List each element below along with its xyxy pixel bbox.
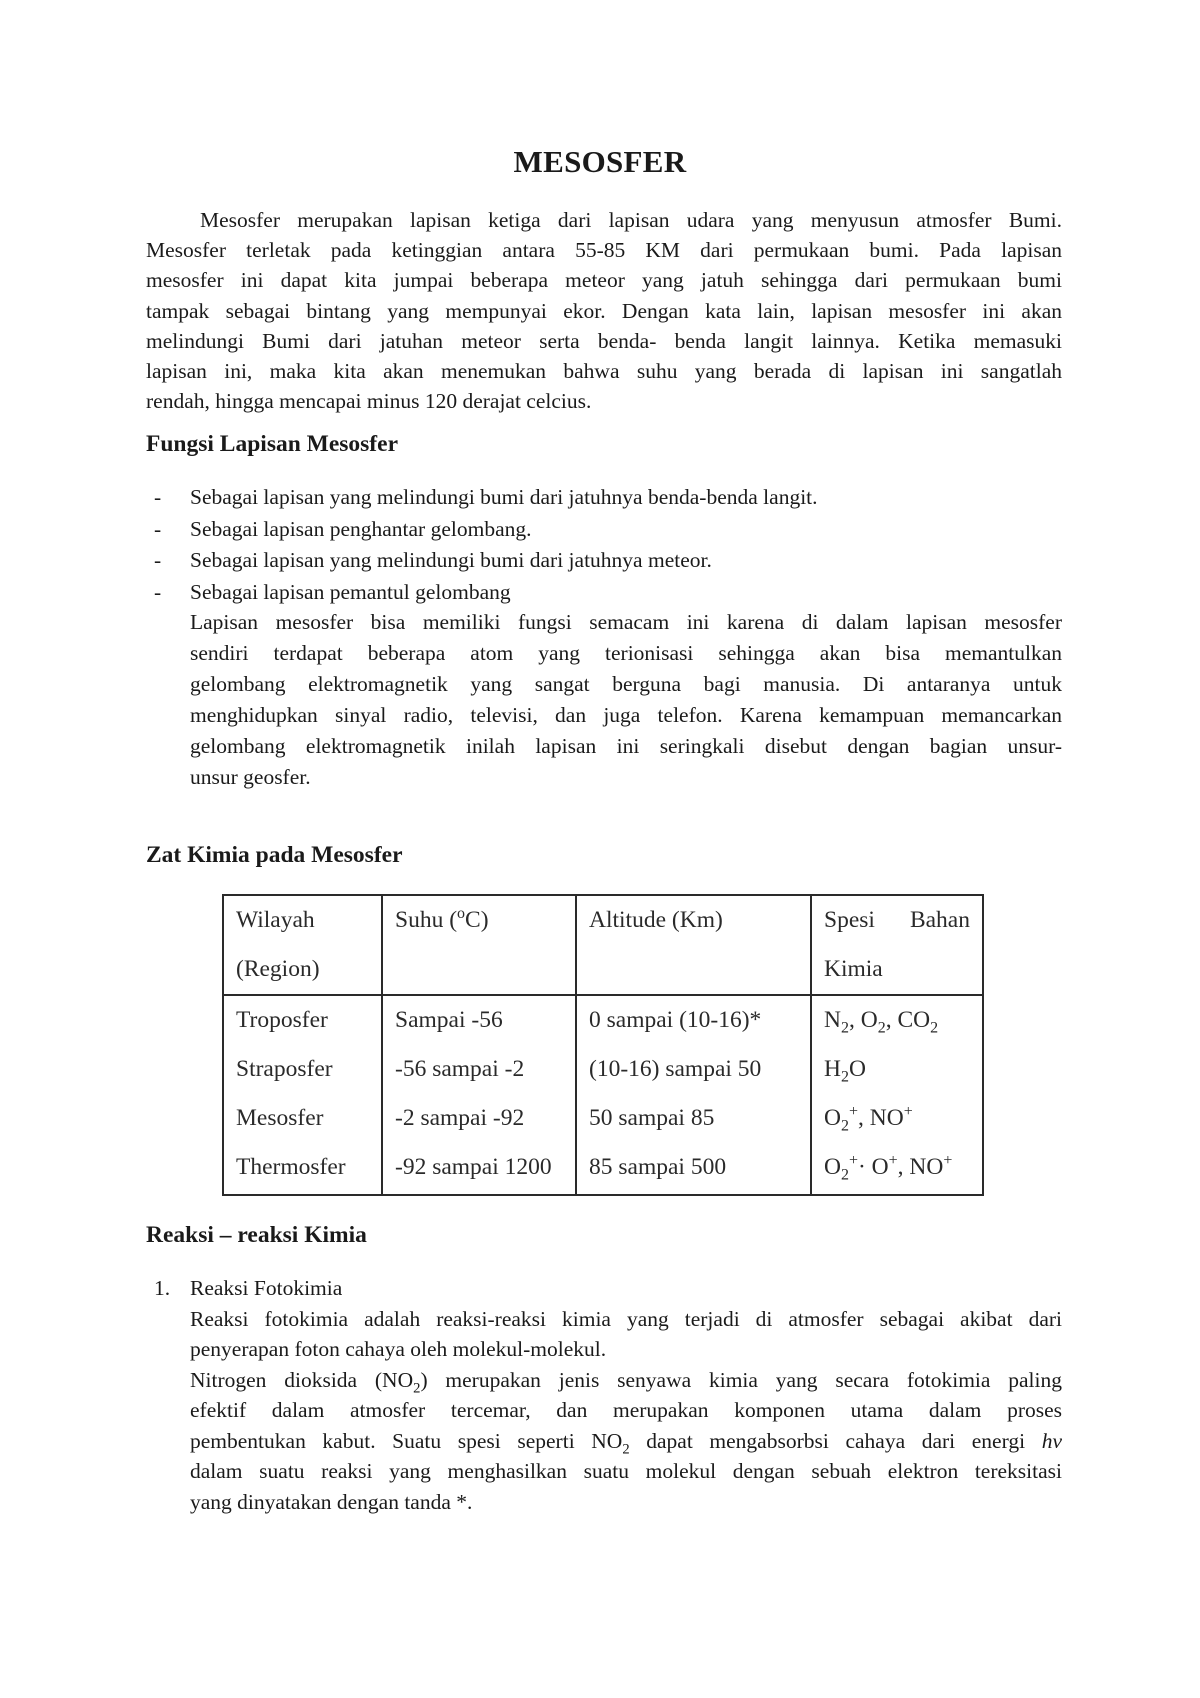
fungsi-list [146, 482, 1062, 608]
explanation-line: sendiri terdapat beberapa atom yang terionisasi sehingga akan bisa memantulkan [190, 641, 1062, 665]
intro-line: rendah, hingga mencapai minus 120 derajat celcius. [146, 389, 592, 414]
table-cell: Straposfer [236, 1056, 333, 1082]
paragraph-line: pembentukan kabut. Suatu spesi seperti $NO_2$ dapat mengabsorbsi cahaya dari energi hv [190, 1428, 1062, 1457]
table-cell: $H_2O$ [824, 1056, 866, 1086]
list-item-text: Sebagai lapisan yang melindungi bumi dari jatuhnya benda-benda langit. [190, 485, 818, 509]
table-cell: -56 sampai -2 [395, 1056, 525, 1082]
page-title: MESOSFER [513, 144, 687, 179]
reaksi-list [146, 1273, 1062, 1517]
header-spesi: Spesi Bahan Kimia [811, 895, 983, 995]
paragraph-line: dalam suatu reaksi yang menghasilkan suatu molekul dengan sebuah elektron tereksitasi [190, 1459, 1062, 1483]
zat-kimia-heading: Zat Kimia pada Mesosfer [146, 842, 403, 868]
table-cell: -2 sampai -92 [395, 1105, 525, 1131]
table-cell: Mesosfer [236, 1105, 324, 1131]
list-item [146, 545, 1062, 577]
intro-line: tampak sebagai bintang yang mempunyai ekor. Dengan kata lain, lapisan mesosfer ini akan [146, 298, 1062, 323]
table-row [223, 995, 983, 1195]
list-item-text: Sebagai lapisan yang melindungi bumi dari jatuhnya meteor. [190, 548, 712, 572]
table-cell: Troposfer [236, 1007, 328, 1033]
table-cell: $O_2^+$, NO+ [824, 1103, 913, 1135]
table-cell: $O_2^+\cdot O^+$, NO+ [824, 1152, 953, 1184]
paragraph-line: Reaksi fotokimia adalah reaksi-reaksi kimia yang terjadi di atmosfer sebagai akibat dari [190, 1306, 1062, 1331]
paragraph-line: efektif dalam atmosfer tercemar, dan merupakan komponen utama dalam proses [190, 1398, 1062, 1422]
fungsi-explanation [190, 607, 1062, 793]
item-number: 1. [154, 1276, 171, 1300]
paragraph-line: penyerapan foton cahaya oleh molekul-molekul. [190, 1337, 607, 1361]
item-title: Reaksi Fotokimia [190, 1276, 343, 1300]
explanation-line: gelombang elektromagnetik yang sangat berguna bagi manusia. Di antaranya untuk [190, 672, 1062, 696]
paragraph-line: Nitrogen dioksida $(NO_2)$ merupakan jenis senyawa kimia yang secara fotokimia paling [190, 1367, 1063, 1396]
table-cell: 85 sampai 500 [589, 1154, 727, 1180]
header-wilayah: Wilayah (Region) [223, 895, 382, 995]
table-cell: $N_2$, $O_2$, $CO_2$ [824, 1007, 939, 1037]
item-body [190, 1273, 1062, 1517]
list-item [146, 482, 1062, 514]
list-item-text: Sebagai lapisan pemantul gelombang [190, 579, 511, 604]
bullet-dash: - [154, 579, 162, 604]
intro-paragraph [146, 205, 1062, 416]
explanation-line: gelombang elektromagnetik inilah lapisan ini seringkali disebut dengan bagian unsur- [190, 734, 1062, 758]
altitude-column [576, 995, 811, 1195]
table-cell: Thermosfer [236, 1154, 346, 1180]
table-cell: Sampai -56 [395, 1007, 503, 1033]
bullet-dash: - [154, 516, 162, 541]
intro-line: mesosfer ini dapat kita jumpai beberapa meteor yang jatuh sehingga dari permukaan bumi [146, 268, 1062, 293]
list-item-text: Sebagai lapisan penghantar gelombang. [190, 516, 532, 541]
bullet-dash: - [154, 548, 162, 572]
explanation-line: unsur geosfer. [190, 765, 311, 789]
intro-line: melindungi Bumi dari jatuhan meteor serta benda- benda langit lainnya. Ketika memasuki [146, 328, 1062, 353]
table-cell: 0 sampai (10-16)* [589, 1007, 762, 1033]
region-column [223, 995, 382, 1195]
species-column [811, 995, 983, 1195]
table-cell: (10-16) sampai 50 [589, 1056, 762, 1082]
list-item [146, 1273, 1062, 1517]
list-item [146, 514, 1062, 546]
header-suhu: Suhu ($^o$C) [382, 895, 576, 995]
header-altitude: Altitude (Km) [576, 895, 811, 995]
table-cell: -92 sampai 1200 [395, 1154, 552, 1180]
reaksi-heading: Reaksi – reaksi Kimia [146, 1222, 367, 1248]
list-item [146, 577, 1062, 609]
explanation-line: menghidupkan sinyal radio, televisi, dan juga telefon. Karena kemampuan memancarkan [190, 703, 1062, 727]
table-cell: 50 sampai 85 [589, 1105, 715, 1131]
paragraph-line: yang dinyatakan dengan tanda *. [190, 1489, 473, 1514]
intro-line: Mesosfer merupakan lapisan ketiga dari lapisan udara yang menyusun atmosfer Bumi. [200, 208, 1062, 232]
suhu-column [382, 995, 576, 1195]
chemical-table [222, 894, 984, 1196]
fungsi-heading: Fungsi Lapisan Mesosfer [146, 431, 398, 457]
intro-line: Mesosfer terletak pada ketinggian antara 55-85 KM dari permukaan bumi. Pada lapisan [146, 238, 1062, 263]
bullet-dash: - [154, 485, 162, 509]
table-header-row [223, 895, 983, 995]
explanation-line: Lapisan mesosfer bisa memiliki fungsi semacam ini karena di dalam lapisan mesosfer [190, 610, 1062, 634]
intro-line: lapisan ini, maka kita akan menemukan bahwa suhu yang berada di lapisan ini sangatlah [146, 359, 1062, 384]
